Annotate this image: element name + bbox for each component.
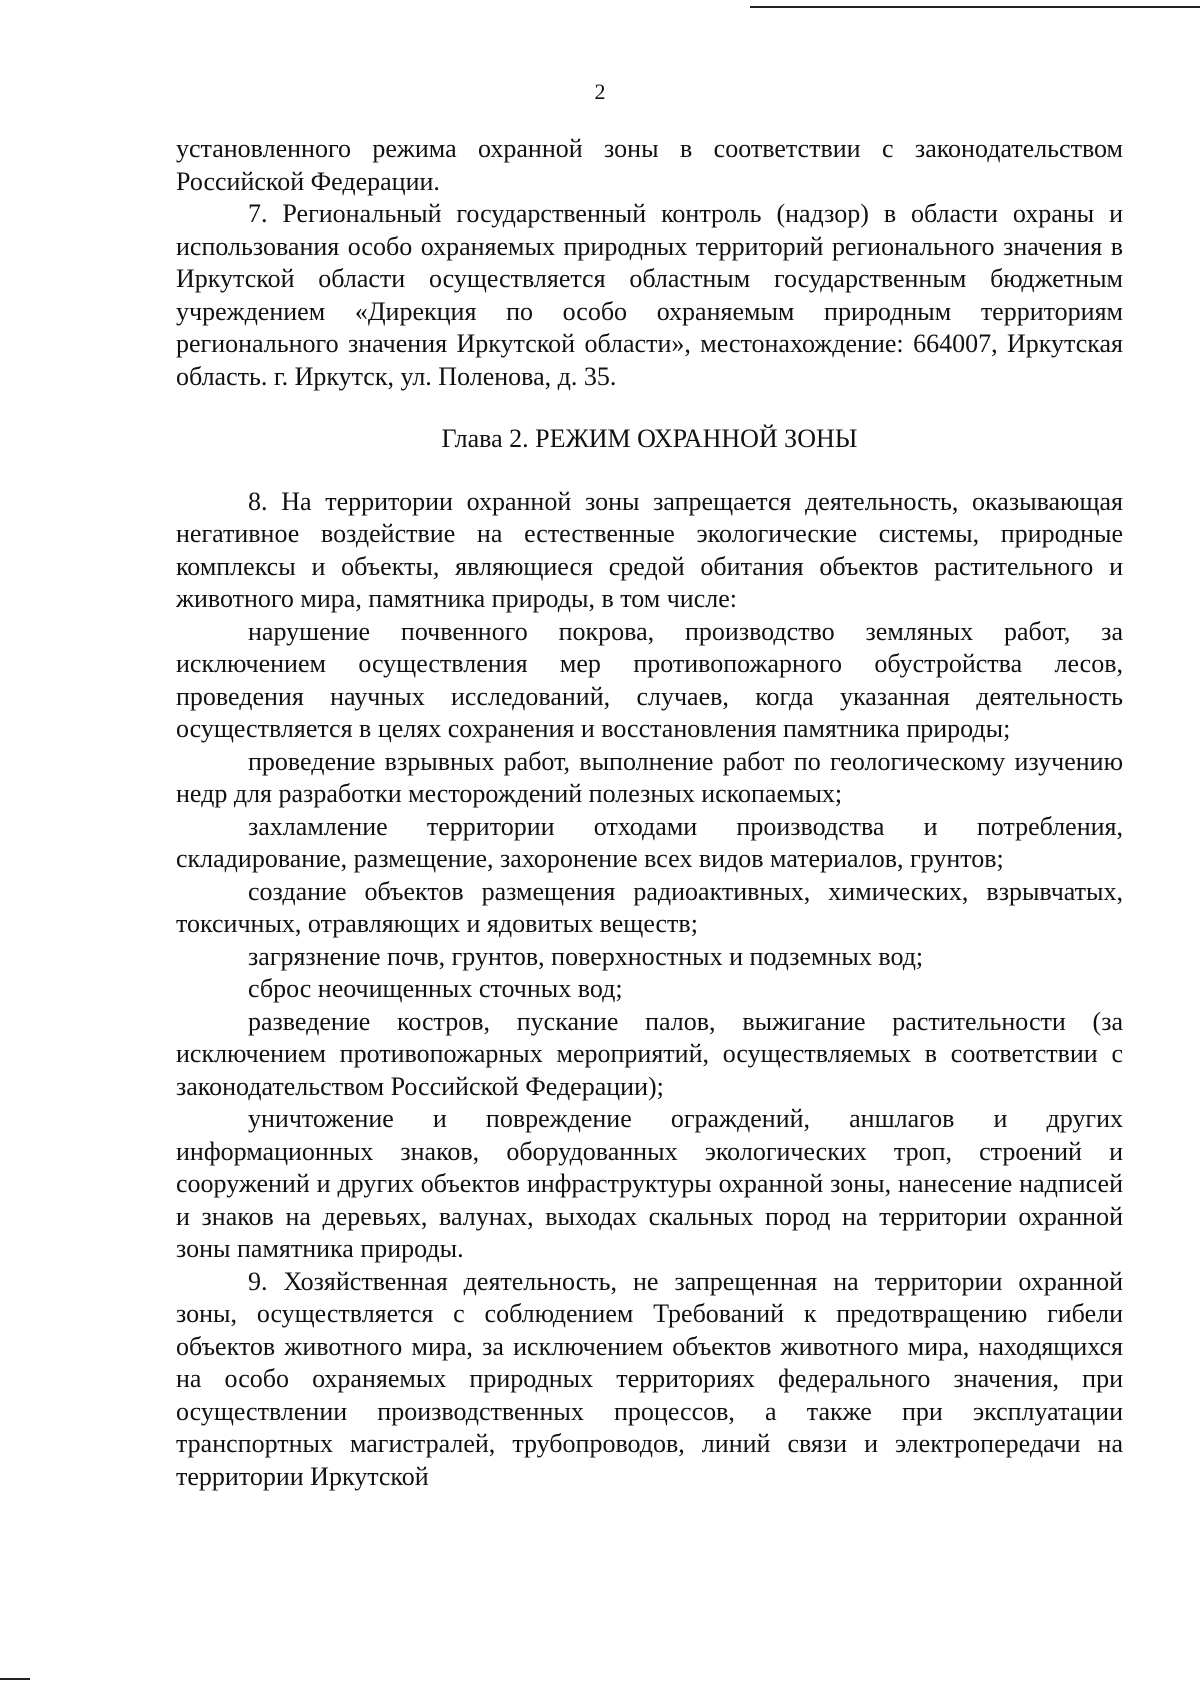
paragraph-9: 9. Хозяйственная деятельность, не запрещенная на территории охранной зоны, осуществляется с соблюдением Требований к предотвращению гибели объектов животного мира, за исключением объектов животного мира, находящихся на особо охраняемых природных территориях федерального значения, при осуществлении производственных процессов, а также при эксплуатации транспортных магистралей, трубопроводов, линий связи и электропередачи на территории Иркутской xyxy=(176,1266,1123,1491)
scan-edge-line-top xyxy=(750,6,1200,8)
paragraph-7: 7. Региональный государственный контроль (надзор) в области охраны и использования особо охраняемых природных территорий регионального значения в Иркутской области осуществляется областным государственным бюджетным учреждением «Дирекция по особо охраняемым природным территориям регионального значения Иркутской области», местонахождение: 664007, Иркутская область. г. Иркутск, ул. Поленова, д. 35. xyxy=(176,199,1123,391)
page-number: 2 xyxy=(594,79,606,104)
list-item-littering: захламление территории отходами производства и потребления, складирование, размещение, захоронение всех видов материалов, грунтов; xyxy=(176,811,1123,873)
list-item-damage: уничтожение и повреждение ограждений, аншлагов и других информационных знаков, оборудованных экологических троп, строений и сооружений и других объектов инфраструктуры охранной зоны, нанесение надписей и знаков на деревьях, валунах, выходах скальных пород на территории охранной зоны памятника природы. xyxy=(176,1104,1123,1263)
paragraph-continuation: установленного режима охранной зоны в соответствии с законодательством Российской Федерации. xyxy=(176,134,1123,196)
list-item-soil: нарушение почвенного покрова, производство земляных работ, за исключением осуществления мер противопожарного обустройства лесов, проведения научных исследований, случаев, когда указанная деятельность осуществляется в целях сохранения и восстановления памятника природы; xyxy=(176,616,1123,743)
chapter-title: Глава 2. РЕЖИМ ОХРАННОЙ ЗОНЫ xyxy=(441,424,858,453)
list-item-fires: разведение костров, пускание палов, выжигание растительности (за исключением противопожарных мероприятий, осуществляемых в соответствии с законодательством Российской Федерации); xyxy=(176,1006,1123,1101)
list-item-pollution: загрязнение почв, грунтов, поверхностных и подземных вод; xyxy=(248,941,924,971)
paragraph-8: 8. На территории охранной зоны запрещается деятельность, оказывающая негативное воздействие на естественные экологические системы, природные комплексы и объекты, являющиеся средой обитания объектов растительного и животного мира, памятника природы, в том числе: xyxy=(176,486,1123,613)
list-item-blasting: проведение взрывных работ, выполнение работ по геологическому изучению недр для разработки месторождений полезных ископаемых; xyxy=(176,746,1123,808)
document-body xyxy=(176,133,1123,1493)
list-item-hazardous: создание объектов размещения радиоактивных, химических, взрывчатых, токсичных, отравляющих и ядовитых веществ; xyxy=(176,876,1123,938)
scan-edge-line-bottom xyxy=(0,1678,30,1680)
list-item-wastewater: сброс неочищенных сточных вод; xyxy=(248,974,623,1003)
